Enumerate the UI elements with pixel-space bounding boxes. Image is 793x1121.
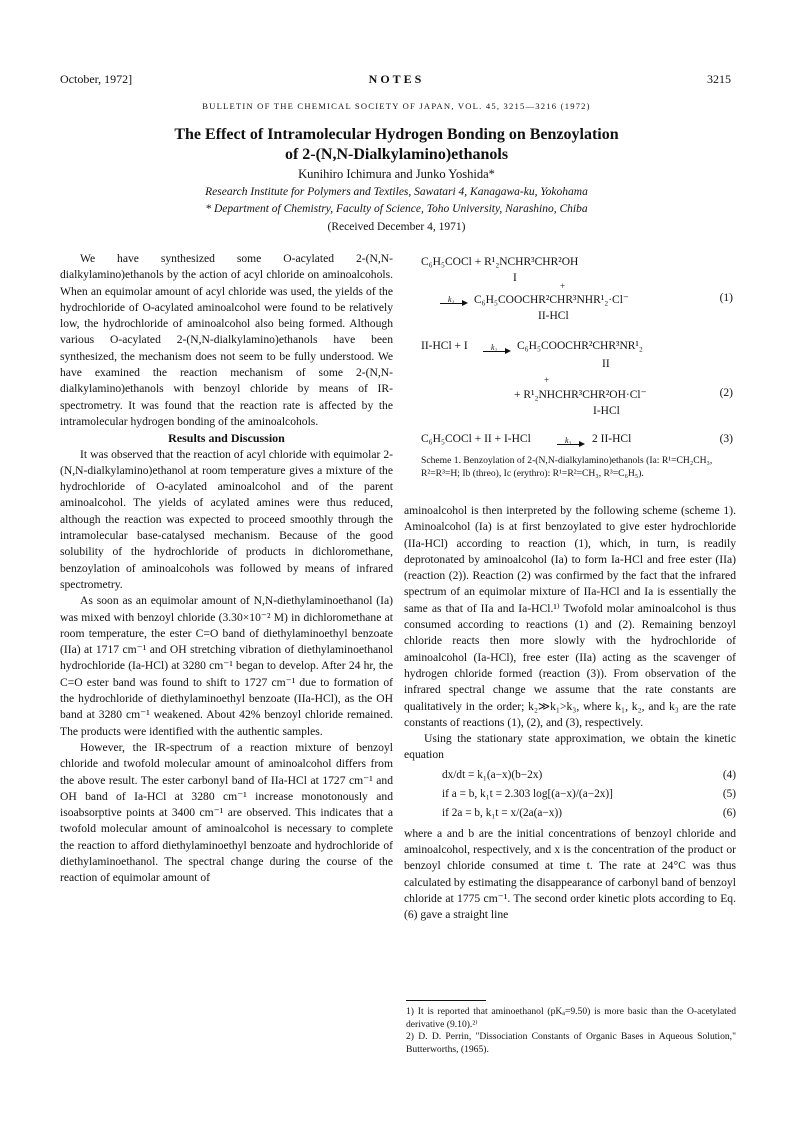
reaction-3-reactants: C₆H₅COCl + II + I-HCl (421, 433, 531, 445)
equation-text: if a = b, k₁t = 2.303 log[(a−x)/(a−2x)] (442, 787, 613, 800)
reaction-2-arrow (483, 343, 511, 358)
equation-number: (3) (719, 433, 733, 445)
equation-number: (5) (722, 787, 736, 800)
running-head-date: October, 1972] (60, 72, 133, 86)
compound-label: I (513, 272, 517, 284)
footnote-2: 2) D. D. Perrin, "Dissociation Constants of Organic Bases in Aqueous Solution," Butterworths, (1965). (406, 1031, 736, 1055)
rate-constant: k₁ (448, 295, 455, 304)
affiliation-2: * Department of Chemistry, Faculty of Science, Toho University, Narashino, Chiba (205, 203, 588, 215)
footnote-divider (406, 1000, 486, 1001)
footnote-1: 1) It is reported that aminoethanol (pKₐ=9.50) is more basic than the O-acetylated derivative (9.10).²⁾ (406, 1006, 736, 1030)
compound-label: I-HCl (593, 405, 620, 417)
compound-label: II (602, 358, 610, 370)
equation-number: (4) (722, 768, 736, 781)
right-column (404, 503, 736, 924)
reaction-3-arrow (557, 436, 585, 451)
equation-text: dx/dt = k₁(a−x)(b−2x) (442, 768, 543, 781)
equation-4 (404, 767, 736, 786)
title-line-2: of 2-(N,N-Dialkylamino)ethanols (284, 146, 509, 163)
journal-citation: BULLETIN OF THE CHEMICAL SOCIETY OF JAPAN, VOL. 45, 3215—3216 (1972) (202, 101, 591, 111)
equation-6 (404, 805, 736, 826)
authors: Kunihiro Ichimura and Junko Yoshida* (298, 167, 495, 181)
running-head-section: NOTES (368, 72, 425, 86)
reaction-1-arrow (440, 295, 468, 310)
scheme-caption: Scheme 1. Benzoylation of 2-(N,N-dialkylamino)ethanols (Ia: R¹=CH₂CH₃, R²=R³=H; Ib (threo), Ic (erythro): R¹=R²=CH₃, R³=C₆H₅). (421, 455, 713, 479)
body-paragraph: As soon as an equimolar amount of N,N-diethylaminoethanol (Ia) was mixed with benzoyl chloride (3.30×10⁻² M) in dichloromethane at room temperature, the ester C=O band of diethylaminoethyl benzoate (IIa) at 1717 cm⁻¹ and OH stretching vibration of diethylaminoethanol hydrochloride (Ia-HCl) at 3280 cm⁻¹ began to develop. After 24 hr, the C=O ester band was found to shift to 1727 cm⁻¹ due to formation of the hydrochloride of diethylaminoethyl benzoate (IIa-HCl), as the OH band at 3280 cm⁻¹ weakened. About 42% benzoyl chloride remained. The products were identified with the authentic samples. (60, 594, 393, 738)
equation-5 (404, 786, 736, 805)
body-paragraph: It was observed that the reaction of acyl chloride with equimolar 2-(N,N-dialkylamino)ethanol at room temperature gives a mixture of the hydrochloride of O-acylated aminoalcohol and of the parent aminoalcohol. The yields of acylated amines were thus reduced, although the reaction was expected to proceed smoothly through the intramolecular base-catalysed mechanism. Because of the good solubility of the hydrochloride of products in dichloromethane, benzoylation of aminoalcohols was followed by means of infrared spectrometry. (60, 447, 393, 591)
affiliation-1: Research Institute for Polymers and Textiles, Sawatari 4, Kanagawa-ku, Yokohama (205, 186, 588, 198)
reaction-1-product: C₆H₅COOCHR²CHR³NHR¹₂·Cl⁻ (474, 294, 629, 306)
equation-number: (2) (719, 387, 733, 399)
reaction-2-product: C₆H₅COOCHR²CHR³NR¹₂ (517, 340, 643, 352)
rate-constant: k₃ (565, 436, 572, 445)
compound-label: II-HCl (538, 310, 569, 322)
equation-text: if 2a = b, k₁t = x/(2a(a−x)) (442, 806, 562, 819)
reaction-1-reactants: C₆H₅COCl + R¹₂NCHR³CHR²OH (421, 256, 579, 268)
page-number: 3215 (707, 72, 731, 86)
received-date: (Received December 4, 1971) (327, 221, 466, 233)
body-paragraph: aminoalcohol is then interpreted by the following scheme (scheme 1). Aminoalcohol (Ia) is at first benzoylated to give ester hydrochloride (IIa-HCl) according to reaction (1), which, in turn, is readily deprotonated by aminoalcohol (Ia) to form Ia-HCl and free ester (IIa) (reaction (2)). Reaction (2) was confirmed by the fact that the infrared spectrum of an equimolar mixture of IIa-HCl and Ia is essentially the same as that of IIa and Ia-HCl.¹⁾ Twofold molar aminoalcohol is thus consumed according to reactions (1) and (2). Remaining benzoyl chloride reacts then more slowly with the hydrochloride of aminoalcohol (Ia-HCl), free ester (IIa) acting as the scavenger of hydrogen chloride formed (reaction (3)). From observation of the infrared spectral change we assume that the rate constants are qualitatively in the order; k₂≫k₁>k₃, where k₁, k₂, and k₃ are the rate constants of reactions (1), (2), and (3), respectively. (404, 504, 736, 729)
body-paragraph: Using the stationary state approximation, we obtain the kinetic equation (404, 732, 736, 762)
body-paragraph: However, the IR-spectrum of a reaction mixture of benzoyl chloride and twofold molecular amount of aminoalcohol differs from the above result. The ester carbonyl band of IIa-HCl at 1727 cm⁻¹ and OH band of Ia-HCl at 3280 cm⁻¹ increase monotonously and isoabsorptive points at 3400 cm⁻¹ are observed. This indicates that a twofold molecular amount of aminoalcohol is necessary to complete the reaction to afford diethylaminoethyl benzoate and hydrochloride of diethylaminoethanol. The spectral change during the course of the reaction of equimolar amount of (60, 740, 393, 885)
section-heading: Results and Discussion (168, 431, 285, 446)
reaction-2-second-product: + R¹₂NHCHR³CHR²OH·Cl⁻ (514, 389, 647, 401)
body-paragraph: where a and b are the initial concentrations of benzoyl chloride and aminoalcohol, respectively, and x is the concentration of the product or benzoyl chloride consumed at time t. The rate at 24°C was thus calculated by estimating the disappearance of carbonyl band of benzoyl chloride at 1775 cm⁻¹. The second order kinetic plots according to Eq. (6) gave a straight line (404, 826, 736, 922)
plus-charge: + (544, 375, 550, 385)
equation-number: (1) (719, 292, 733, 304)
intro-paragraph: We have synthesized some O-acylated 2-(N,N-dialkylamino)ethanols by the action of acyl chloride on aminoalcohols. When an equimolar amount of acyl chloride was used, the yields of the hydrochloride of O-acylated aminoalcohol were found to be relatively low, the hydrochloride of aminoalcohol also being formed. Although various O-acylated 2-(N,N-dialkylamino)ethanols have been synthesized, the mechanism does not seem to be fully understood. We have examined the reaction mechanism of some 2-(N,N-dialkylamino)ethanols with benzoyl chloride by means of IR-spectrometry. It was found that the reaction rate is affected by the intramolecular hydrogen bonding of the aminoalcohols. (60, 252, 393, 428)
equation-number: (6) (722, 806, 736, 819)
rate-constant: k₂ (491, 343, 498, 352)
reaction-3-product: 2 II-HCl (592, 433, 632, 445)
left-column (60, 251, 393, 887)
plus-charge: + (560, 281, 566, 291)
title-line-1: The Effect of Intramolecular Hydrogen Bonding on Benzoylation (174, 126, 619, 143)
reaction-2-reactants: II-HCl + I (421, 340, 468, 352)
paper-title (100, 125, 693, 165)
